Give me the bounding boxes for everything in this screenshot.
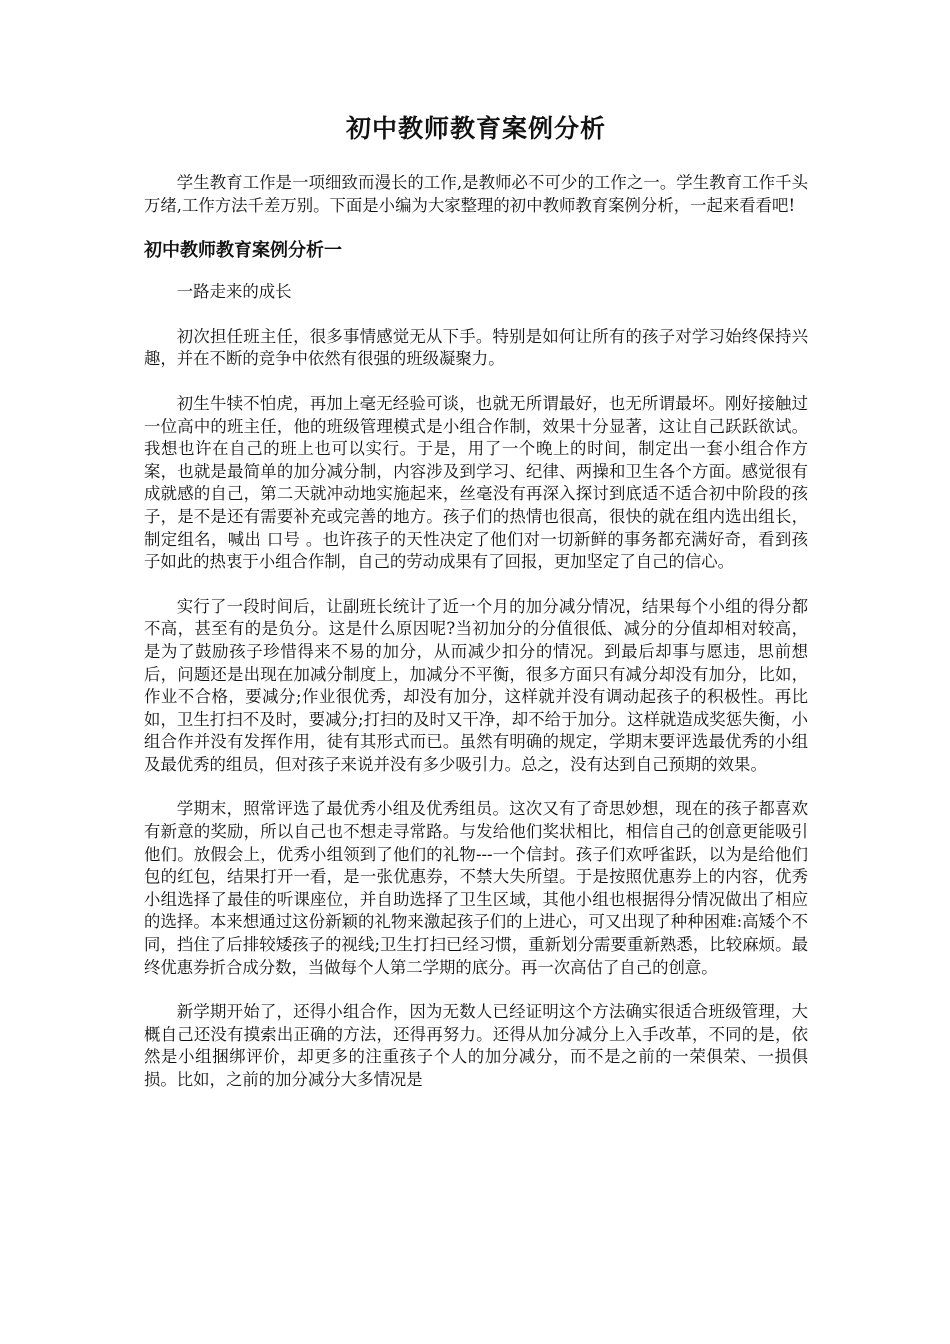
body-paragraph: 实行了一段时间后，让副班长统计了近一个月的加分减分情况，结果每个小组的得分都不高，甚至有的是负分。这是什么原因呢?当初加分的分值很低、减分的分值却相对较高，是为了鼓励孩子珍惜得来不易的加分，从而减少扣分的情况。到最后却事与愿违，思前想后，问题还是出现在加减分制度上，加减分不平衡，很多方面只有减分却没有加分，比如，作业不合格，要减分;作业很优秀，却没有加分，这样就并没有调动起孩子的积极性。再比如，卫生打扫不及时，要减分;打扫的及时又干净，却不给于加分。这样就造成奖惩失衡，小组合作并没有发挥作用，徒有其形式而已。虽然有明确的规定，学期末要评选最优秀的小组及最优秀的组员，但对孩子来说并没有多少吸引力。总之，没有达到自己预期的效果。 [144,596,808,774]
intro-paragraph: 学生教育工作是一项细致而漫长的工作,是教师必不可少的工作之一。学生教育工作千头万绪,工作方法千差万别。下面是小编为大家整理的初中教师教育案例分析，一起来看看吧! [144,173,808,215]
body-paragraph: 初生牛犊不怕虎，再加上毫无经验可谈，也就无所谓最好，也无所谓最坏。刚好接触过一位高中的班主任，他的班级管理模式是小组合作制，效果十分显著，这让自己跃跃欲试。我想也许在自己的班上也可以实行。于是，用了一个晚上的时间，制定出一套小组合作方案，也就是最简单的加分减分制，内容涉及到学习、纪律、两操和卫生各个方面。感觉很有成就感的自己，第二天就冲动地实施起来，丝毫没有再深入探讨到底适不适合初中阶段的孩子，是不是还有需要补充或完善的地方。孩子们的热情也很高，很快的就在组内选出组长，制定组名，喊出 口号 。也许孩子的天性决定了他们对一切新鲜的事务都充满好奇，看到孩子如此的热衷于小组合作制，自己的劳动成果有了回报，更加坚定了自己的信心。 [144,393,808,572]
body-paragraph: 初次担任班主任，很多事情感觉无从下手。特别是如何让所有的孩子对学习始终保持兴趣，并在不断的竞争中依然有很强的班级凝聚力。 [144,326,808,369]
document-page [144,112,808,1114]
body-paragraph: 学期末，照常评选了最优秀小组及优秀组员。这次又有了奇思妙想，现在的孩子都喜欢有新意的奖励，所以自己也不想走寻常路。与发给他们奖状相比，相信自己的创意更能吸引他们。放假会上，优秀小组领到了他们的礼物---一个信封。孩子们欢呼雀跃，以为是给他们包的红包，结果打开一看，是一张优惠券，不禁大失所望。于是按照优惠券上的内容，优秀小组选择了最佳的听课座位，并自助选择了卫生区域，其他小组也根据得分情况做出了相应的选择。本来想通过这份新颖的礼物来激起孩子们的上进心，可又出现了种种困难:高矮个不同，挡住了后排较矮孩子的视线;卫生打扫已经习惯，重新划分需要重新熟悉，比较麻烦。最终优惠券折合成分数，当做每个人第二学期的底分。再一次高估了自己的创意。 [144,799,808,977]
section-subtitle: 一路走来的成长 [176,282,292,302]
section-heading: 初中教师教育案例分析一 [144,240,342,262]
document-title: 初中教师教育案例分析 [345,114,606,143]
body-paragraph: 新学期开始了，还得小组合作，因为无数人已经证明这个方法确实很适合班级管理，大概自己还没有摸索出正确的方法，还得再努力。还得从加分减分上入手改革，不同的是，依然是小组捆绑评价，却更多的注重孩子个人的加分减分，而不是之前的一荣俱荣、一损俱损。比如，之前的加分减分大多情况是 [144,1002,808,1089]
